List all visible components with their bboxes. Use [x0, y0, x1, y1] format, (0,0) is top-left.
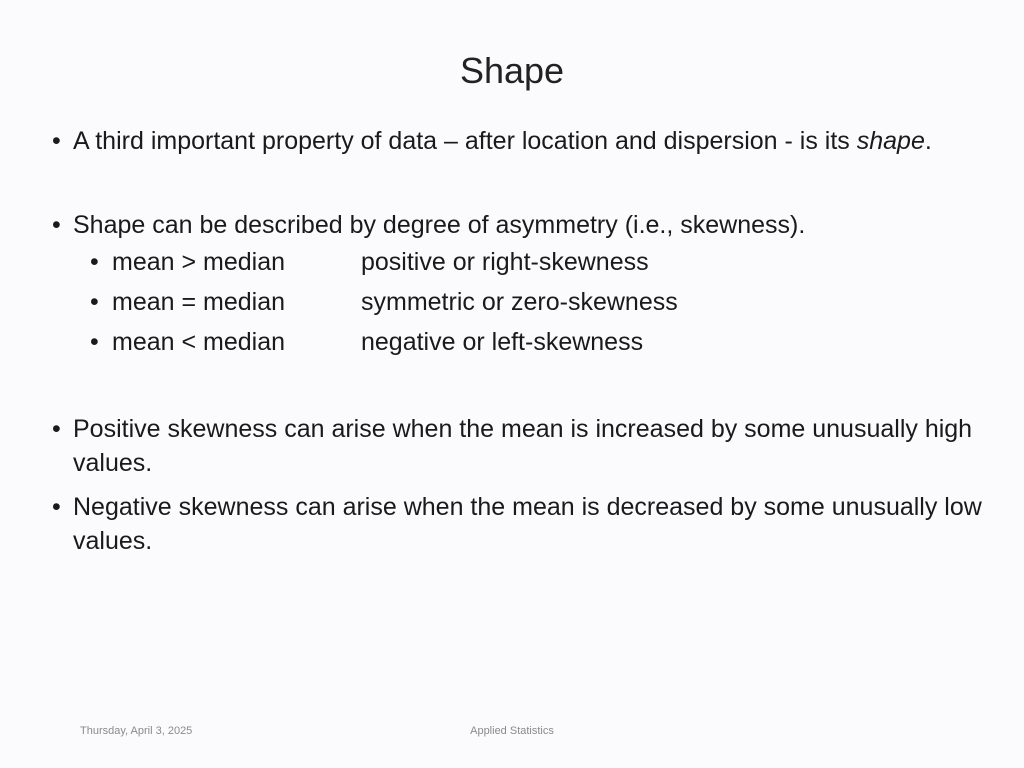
sub-bullet-dot: •: [90, 248, 99, 276]
bullet-list: [52, 124, 992, 558]
sub-bullet-item: [52, 242, 992, 282]
bullet-item-1: [52, 124, 992, 158]
bullet-dot: •: [52, 415, 61, 443]
sub-bullet-condition: mean > median: [112, 248, 286, 276]
sub-bullet-meaning: negative or left-skewness: [361, 328, 644, 356]
bullet-item-2: [52, 208, 992, 242]
sub-bullet-condition: mean < median: [112, 328, 286, 356]
footer-date: Thursday, April 3, 2025: [80, 725, 193, 737]
bullet-dot: •: [52, 127, 61, 155]
sub-bullet-meaning: symmetric or zero-skewness: [361, 288, 678, 316]
bullet-1-text: A third important property of data – after location and dispersion - is its: [73, 127, 857, 155]
sub-bullet-meaning: positive or right-skewness: [361, 248, 649, 276]
bullet-1-emphasis: shape: [856, 127, 925, 155]
sub-bullet-condition: mean = median: [112, 288, 286, 316]
bullet-3-text: Positive skewness can arise when the mean is increased by some unusually high values.: [73, 415, 973, 477]
sub-bullet-item: [52, 282, 992, 322]
sub-bullet-dot: •: [90, 288, 99, 316]
bullet-dot: •: [52, 211, 61, 239]
bullet-1-end: .: [924, 127, 932, 155]
bullet-dot: •: [52, 493, 61, 521]
footer-course-name: Applied Statistics: [470, 725, 554, 737]
bullet-4-text: Negative skewness can arise when the mean is decreased by some unusually low values.: [73, 493, 982, 555]
sub-bullet-item: [52, 322, 992, 362]
slide-title: Shape: [459, 50, 565, 91]
bullet-item-3: [52, 412, 992, 480]
sub-bullet-dot: •: [90, 328, 99, 356]
bullet-item-4: [52, 490, 992, 558]
bullet-2-text: Shape can be described by degree of asymmetry (i.e., skewness).: [73, 211, 806, 239]
